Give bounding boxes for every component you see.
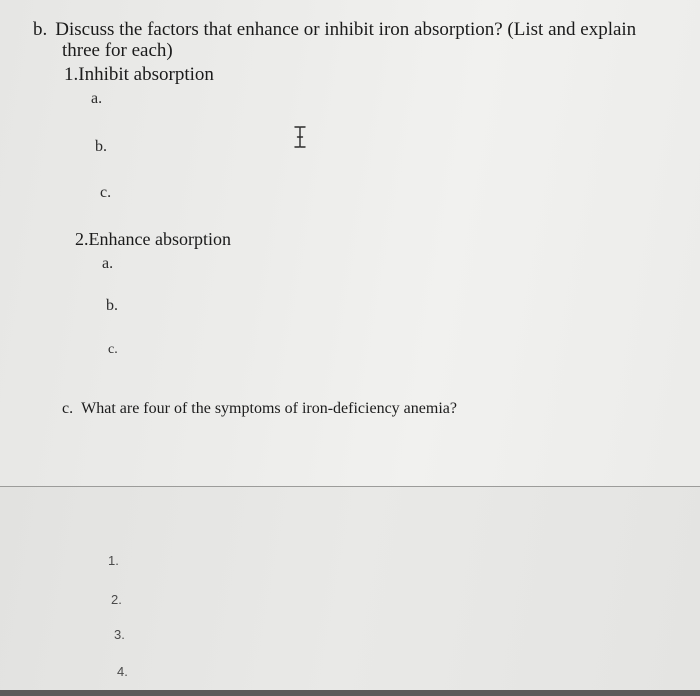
question-b — [33, 19, 688, 61]
answer-number-4[interactable]: 4. — [117, 664, 128, 679]
question-b-text-line2: three for each) — [62, 40, 173, 61]
question-b-text-line1: Discuss the factors that enhance or inhibit iron absorption? (List and explain — [55, 19, 637, 40]
enhance-item-c[interactable]: c. — [108, 342, 118, 357]
section-divider — [0, 486, 700, 487]
inhibit-heading: 1.Inhibit absorption — [64, 64, 214, 85]
enhance-item-b[interactable]: b. — [106, 297, 118, 314]
question-c-text: What are four of the symptoms of iron-deficiency anemia? — [81, 400, 457, 417]
inhibit-item-c[interactable]: c. — [100, 184, 112, 201]
enhance-heading: 2.Enhance absorption — [75, 229, 231, 249]
answer-number-2[interactable]: 2. — [111, 592, 122, 607]
inhibit-item-b[interactable]: b. — [95, 138, 107, 155]
answer-number-3[interactable]: 3. — [114, 627, 125, 642]
question-c-marker: c. — [62, 400, 74, 417]
inhibit-item-a[interactable]: a. — [91, 90, 103, 107]
answer-number-1[interactable]: 1. — [108, 553, 119, 568]
text-cursor-icon — [294, 126, 306, 148]
enhance-item-a[interactable]: a. — [102, 255, 114, 272]
question-b-marker: b. — [33, 19, 48, 40]
answer-area — [0, 487, 700, 696]
screen-bottom-edge — [0, 690, 700, 696]
question-c — [62, 401, 457, 417]
